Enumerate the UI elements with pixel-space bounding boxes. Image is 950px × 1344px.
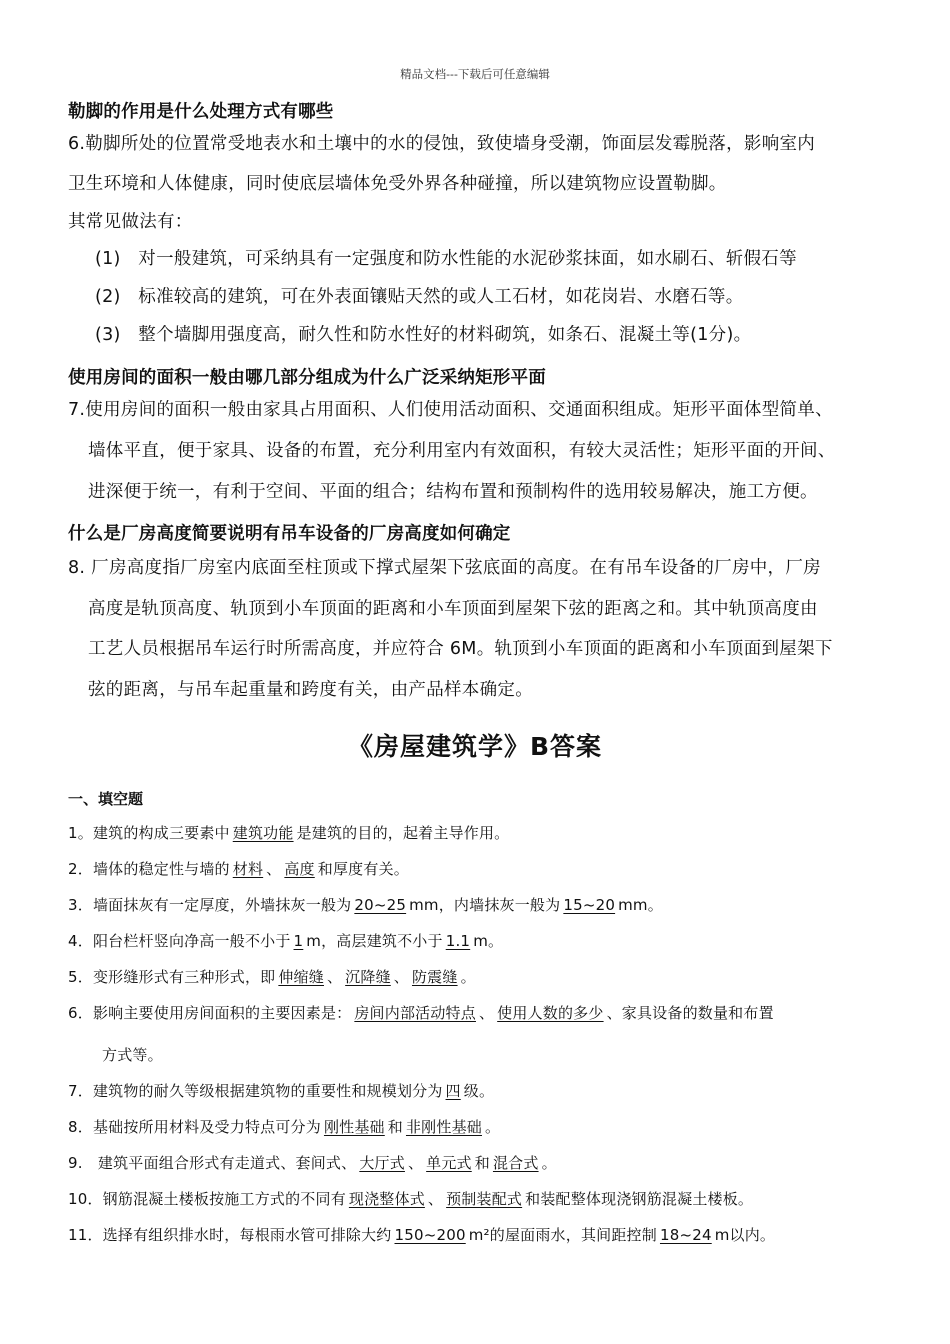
- fill-text: 7．建筑物的耐久等级根据建筑物的重要性和规模划分为: [68, 1082, 443, 1100]
- fill-answer: 使用人数的多少: [497, 1004, 604, 1022]
- fill-item-3: [68, 894, 663, 915]
- fill-answer: 防震缝: [411, 968, 458, 986]
- fill-item-2: [68, 858, 409, 879]
- fill-item-5: [68, 966, 476, 987]
- fill-answer: 四: [445, 1082, 461, 1100]
- method-text: 整个墙脚用强度高，耐久性和防水性好的材料砌筑，如条石、混凝土等(1分)。: [138, 325, 752, 345]
- fill-item-4: [68, 930, 503, 951]
- fill-text: mm。: [618, 896, 663, 914]
- method-num: (1): [95, 249, 121, 269]
- question-6: 勒脚的作用是什么处理方式有哪些: [68, 102, 334, 122]
- fill-text: 11．选择有组织排水时，每根雨水管可排除大约: [68, 1226, 392, 1244]
- answer-7-line2: 墙体平直，便于家具、设备的布置，充分利用室内有效面积，有较大灵活性；矩形平面的开间、: [88, 441, 836, 461]
- answer-8-line3: 工艺人员根据吊车运行时所需高度，并应符合 6M。轨顶到小车顶面的距离和小车顶面到屋架下: [88, 639, 833, 659]
- fill-text: m以内。: [714, 1226, 776, 1244]
- fill-text: m²的屋面雨水，其间距控制: [468, 1226, 657, 1244]
- answer-7-line1: 7.使用房间的面积一般由家具占用面积、人们使用活动面积、交通面积组成。矩形平面体型简单、: [68, 400, 833, 420]
- methods-intro: 其常见做法有：: [68, 212, 193, 232]
- fill-text: 4．阳台栏杆竖向净高一般不小于: [68, 932, 291, 950]
- fill-text: 、: [326, 968, 343, 986]
- method-num: (3): [95, 325, 121, 345]
- fill-text: 、: [427, 1190, 444, 1208]
- fill-answer: 18~24: [659, 1226, 712, 1244]
- fill-text: 、: [407, 1154, 424, 1172]
- fill-text: mm，内墙抹灰一般为: [409, 896, 561, 914]
- fill-answer: 沉降缝: [345, 968, 391, 986]
- fill-text: 2．墙体的稳定性与墙的: [68, 860, 230, 878]
- answer-8-line1: 8. 厂房高度指厂房室内底面至柱顶或下撑式屋架下弦底面的高度。在有吊车设备的厂房中，厂房: [68, 558, 821, 578]
- fill-text: 6．影响主要使用房间面积的主要因素是：: [68, 1004, 352, 1022]
- section-heading: 一、填空题: [68, 790, 144, 808]
- question-8: 什么是厂房高度简要说明有吊车设备的厂房高度如何确定: [68, 524, 511, 544]
- method-item-3: [95, 327, 751, 345]
- fill-text: 、: [393, 968, 409, 986]
- fill-answer: 高度: [284, 860, 315, 878]
- fill-text: 是建筑的目的，起着主导作用。: [296, 824, 510, 842]
- fill-answer: 材料: [232, 860, 264, 878]
- fill-text: 8．基础按所用材料及受力特点可分为: [68, 1118, 321, 1136]
- fill-item-1: [68, 822, 509, 843]
- fill-text: 级。: [463, 1082, 495, 1100]
- answer-8-line2: 高度是轨顶高度、轨顶到小车顶面的距离和小车顶面到屋架下弦的距离之和。其中轨顶高度由: [88, 599, 818, 619]
- method-item-1: [95, 251, 797, 269]
- fill-text: 和: [387, 1118, 403, 1136]
- page-header: 精品文档---下载后可任意编辑: [400, 67, 550, 81]
- fill-text: 10．钢筋混凝土楼板按施工方式的不同有: [68, 1190, 346, 1208]
- fill-answer: 150~200: [394, 1226, 466, 1244]
- fill-item-11: [68, 1224, 775, 1245]
- fill-text: 3．墙面抹灰有一定厚度，外墙抹灰一般为: [68, 896, 352, 914]
- fill-text: 9. 建筑平面组合形式有走道式、套间式、: [68, 1154, 357, 1172]
- fill-text: m。: [473, 932, 504, 950]
- method-num: (2): [95, 287, 121, 307]
- fill-answer: 伸缩缝: [278, 968, 324, 986]
- fill-answer: 现浇整体式: [348, 1190, 425, 1208]
- method-text: 对一般建筑，可采纳具有一定强度和防水性能的水泥砂浆抹面，如水刷石、斩假石等: [138, 249, 797, 269]
- fill-answer: 房间内部活动特点: [354, 1004, 476, 1022]
- fill-answer: 混合式: [492, 1154, 539, 1172]
- fill-text: m，高层建筑不小于: [306, 932, 443, 950]
- method-text: 标准较高的建筑，可在外表面镶贴天然的或人工石材，如花岗岩、水磨石等。: [138, 287, 744, 307]
- method-item-2: [95, 289, 744, 307]
- document-title: 《房屋建筑学》B答案: [347, 732, 603, 761]
- fill-item-6-cont: 方式等。: [102, 1046, 163, 1064]
- fill-text: 1。建筑的构成三要素中: [68, 824, 230, 842]
- fill-answer: 刚性基础: [323, 1118, 385, 1136]
- question-7: 使用房间的面积一般由哪几部分组成为什么广泛采纳矩形平面: [68, 368, 546, 388]
- fill-answer: 建筑功能: [232, 824, 294, 842]
- fill-answer: 单元式: [426, 1154, 472, 1172]
- fill-text: 和: [474, 1154, 490, 1172]
- fill-answer: 1: [293, 932, 304, 950]
- answer-6-line2: 卫生环境和人体健康，同时使底层墙体免受外界各种碰撞，所以建筑物应设置勒脚。: [68, 174, 727, 194]
- fill-text: 。: [484, 1118, 501, 1136]
- fill-answer: 大厅式: [359, 1154, 405, 1172]
- fill-text: 5．变形缝形式有三种形式，即: [68, 968, 276, 986]
- fill-answer: 非刚性基础: [405, 1118, 482, 1136]
- fill-answer: 1.1: [445, 932, 471, 950]
- fill-item-10: [68, 1188, 753, 1209]
- fill-answer: 20~25: [354, 896, 407, 914]
- answer-7-line3: 进深便于统一，有利于空间、平面的组合；结构布置和预制构件的选用较易解决，施工方便。: [88, 482, 818, 502]
- fill-text: 、: [266, 860, 282, 878]
- fill-text: 。: [460, 968, 476, 986]
- fill-answer: 15~20: [563, 896, 616, 914]
- answer-8-line4: 弦的距离，与吊车起重量和跨度有关，由产品样本确定。: [88, 680, 533, 700]
- fill-item-9: [68, 1152, 557, 1173]
- fill-text: 、家具设备的数量和布置: [606, 1004, 774, 1022]
- fill-text: 和装配整体现浇钢筋混凝土楼板。: [525, 1190, 754, 1208]
- fill-item-8: [68, 1116, 500, 1137]
- fill-text: 、: [478, 1004, 495, 1022]
- fill-answer: 预制装配式: [446, 1190, 523, 1208]
- answer-6-line1: 6.勒脚所处的位置常受地表水和土壤中的水的侵蚀，致使墙身受潮，饰面层发霉脱落，影响室内: [68, 134, 816, 154]
- fill-item-7: [68, 1080, 494, 1101]
- fill-item-6: [68, 1002, 774, 1023]
- fill-text: 。: [541, 1154, 557, 1172]
- fill-text: 和厚度有关。: [317, 860, 409, 878]
